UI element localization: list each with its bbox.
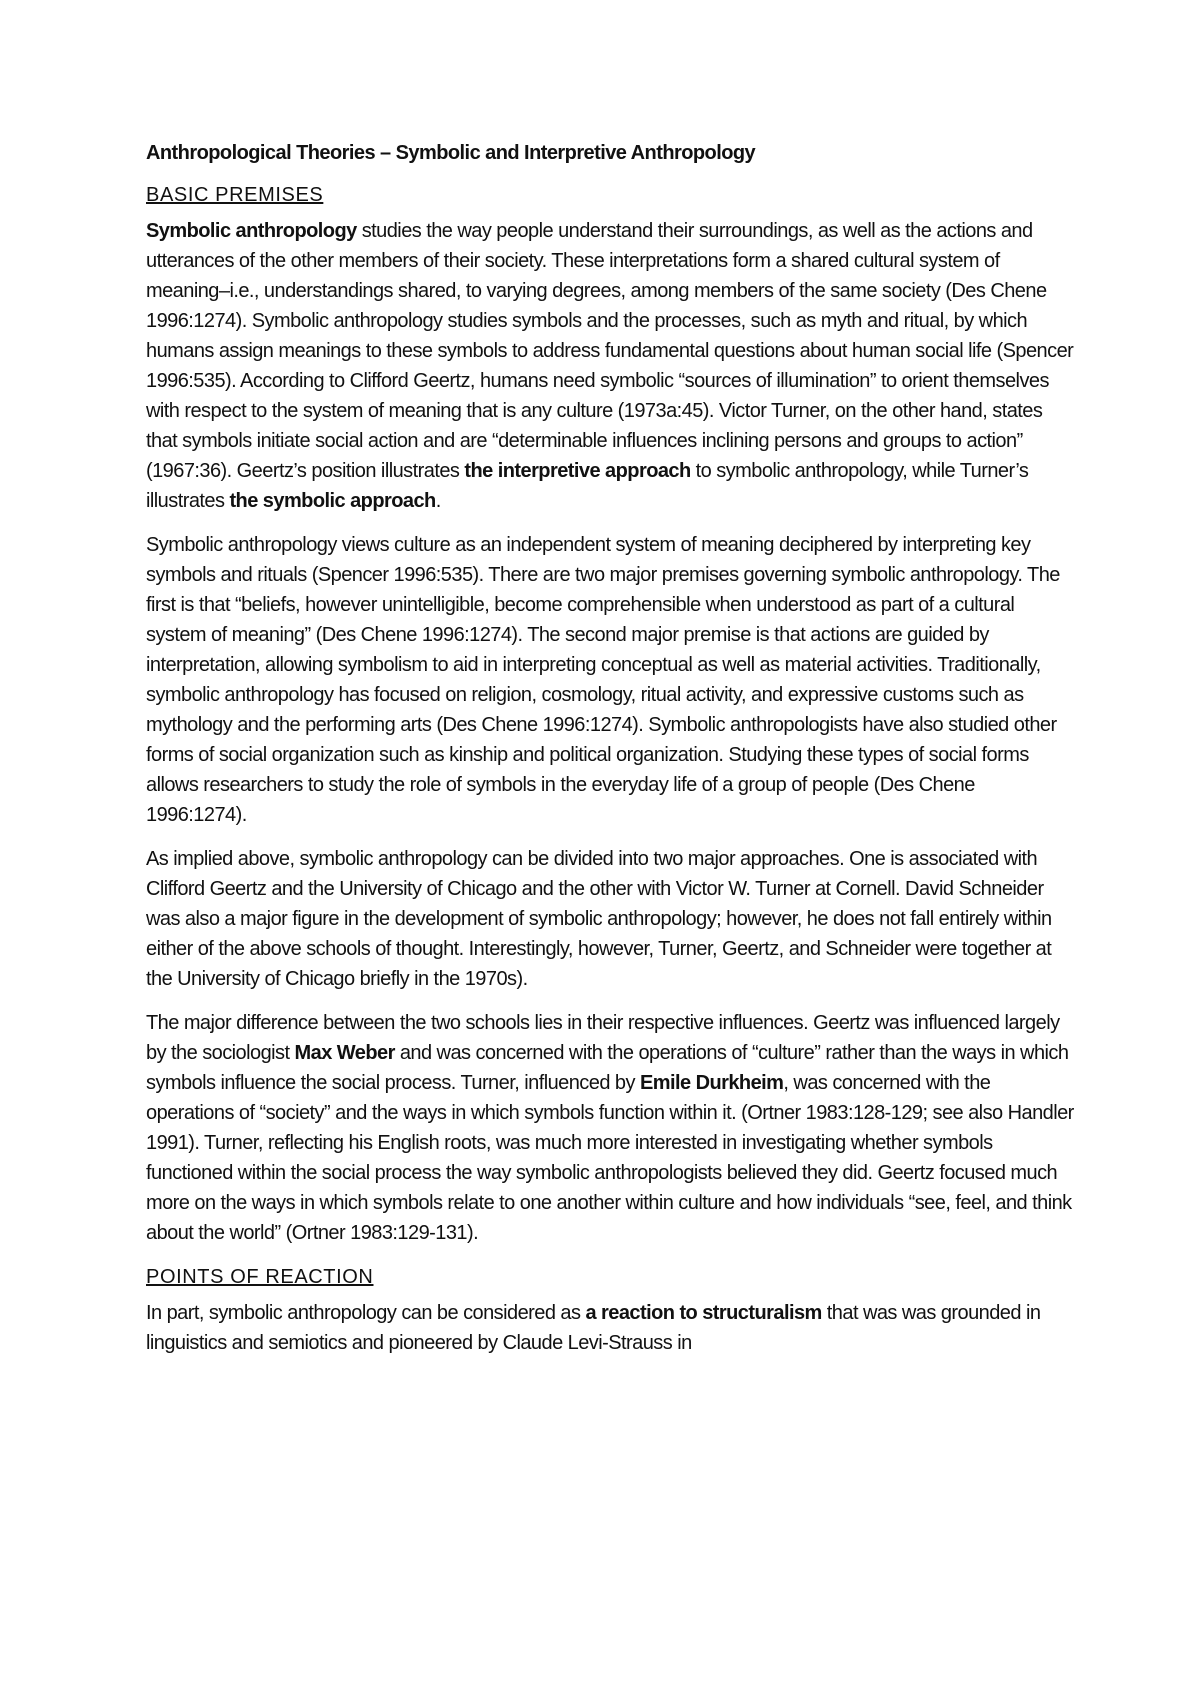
- paragraph-basic-premises-3: As implied above, symbolic anthropology can be divided into two major approaches. One is associated with Clifford Geertz and the University of Chicago and the other with Victor W. Turner at Cornell. David Schneider was also a major figure in the development of symbolic anthropology; however, he does not fall entirely within either of the above schools of thought. Interestingly, however, Turner, Geertz, and Schneider were together at the University of Chicago briefly in the 1970s).: [146, 848, 1052, 990]
- text-run: The major difference between the two schools lies in their respective influences. Geertz was influenced largely by the sociologist: [146, 1012, 1060, 1064]
- bold-text-run: Symbolic anthropology: [146, 220, 357, 242]
- paragraph-basic-premises-2: Symbolic anthropology views culture as an independent system of meaning deciphered by interpreting key symbols and rituals (Spencer 1996:535). There are two major premises governing symbolic anthropology. The first is that “beliefs, however unintelligible, become comprehensible when understood as part of a cultural system of meaning” (Des Chene 1996:1274). The second major premise is that actions are guided by interpretation, allowing symbolism to aid in interpreting conceptual as well as material activities. Traditionally, symbolic anthropology has focused on religion, cosmology, ritual activity, and expressive customs such as mythology and the performing arts (Des Chene 1996:1274). Symbolic anthropologists have also studied other forms of social organization such as kinship and political organization. Studying these types of social forms allows researchers to study the role of symbols in the everyday life of a group of people (Des Chene 1996:1274).: [146, 534, 1060, 826]
- paragraph-basic-premises-4: [146, 1008, 1076, 1248]
- bold-text-run: Max Weber: [294, 1042, 395, 1064]
- text-run: that was was grounded in linguistics and semiotics and pioneered by Claude Levi-Strauss in: [146, 1302, 1041, 1354]
- section-heading-points-of-reaction: POINTS OF REACTION: [146, 1266, 374, 1288]
- paragraph-basic-premises-1: [146, 216, 1076, 516]
- bold-text-run: a reaction to structuralism: [585, 1302, 822, 1324]
- bold-text-run: the symbolic approach: [229, 490, 436, 512]
- text-run: , was concerned with the operations of “society” and the ways in which symbols function within it. (Ortner 1983:128-129; see also Handler 1991). Turner, reflecting his English roots, was much more interested in investigating whether symbols functioned within the social process the way symbolic anthropologists believed they did. Geertz focused much more on the ways in which symbols relate to one another within culture and how individuals “see, feel, and think about the world” (Ortner 1983:129-131).: [146, 1072, 1074, 1244]
- text-run: and was concerned with the operations of “culture” rather than the ways in which symbols influence the social process. Turner, influenced by: [146, 1042, 1069, 1094]
- paragraph-points-of-reaction-1: [146, 1298, 1076, 1358]
- bold-text-run: Emile Durkheim: [639, 1072, 784, 1094]
- document-page: [146, 138, 1076, 1372]
- document-title: Anthropological Theories – Symbolic and Interpretive Anthropology: [146, 142, 756, 164]
- section-heading-basic-premises: BASIC PREMISES: [146, 184, 324, 206]
- bold-text-run: the interpretive approach: [464, 460, 691, 482]
- text-run: In part, symbolic anthropology can be considered as: [146, 1302, 586, 1324]
- text-run: .: [435, 490, 441, 512]
- text-run: to symbolic anthropology, while Turner’s illustrates: [146, 460, 1029, 512]
- text-run: studies the way people understand their surroundings, as well as the actions and utterances of the other members of their society. These interpretations form a shared cultural system of meaning–i.e., understandings shared, to varying degrees, among members of the same society (Des Chene 1996:1274). Symbolic anthropology studies symbols and the processes, such as myth and ritual, by which humans assign meanings to these symbols to address fundamental questions about human social life (Spencer 1996:535). According to Clifford Geertz, humans need symbolic “sources of illumination” to orient themselves with respect to the system of meaning that is any culture (1973a:45). Victor Turner, on the other hand, states that symbols initiate social action and are “determinable influences inclining persons and groups to action” (1967:36). Geertz’s position illustrates: [146, 220, 1074, 482]
